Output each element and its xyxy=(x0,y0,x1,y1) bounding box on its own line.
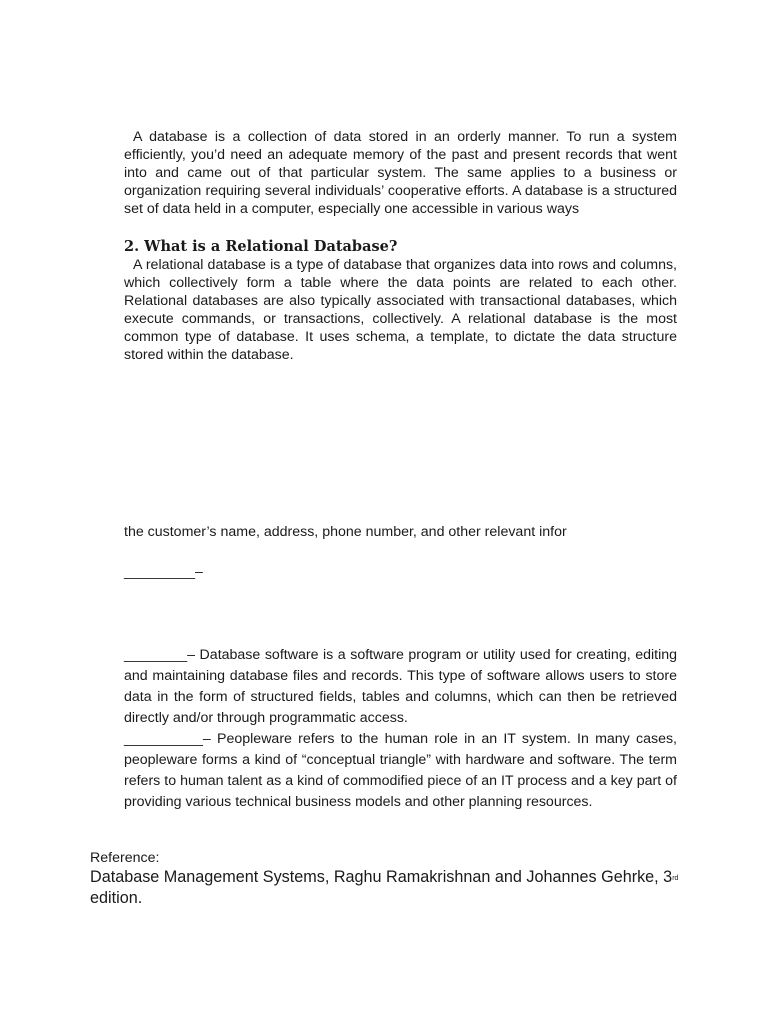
customer-info-fragment: the customer’s name, address, phone number, and other relevant infor xyxy=(124,524,567,540)
section-heading: 2. What is a Relational Database? xyxy=(124,238,398,255)
peopleware-paragraph: __________– Peopleware refers to the human role in an IT system. In many cases, peopleware forms a kind of “conceptual triangle” with hardware and software. The term refers to human talent as a kind of commodified piece of an IT process and a key part of providing various technical business models and other planning resources. xyxy=(124,731,677,810)
reference-label: Reference: xyxy=(90,850,160,866)
reference-citation-text: Database Management Systems, Raghu Ramakrishnan and Johannes Gehrke, 3 xyxy=(90,868,673,886)
reference-citation xyxy=(90,867,690,909)
blank-fill-item: _________– xyxy=(124,564,203,580)
edition-suffix: edition. xyxy=(90,889,143,907)
database-software-paragraph: ________– Database software is a software program or utility used for creating, editing and maintaining database files and records. This type of software allows users to store data in the form of structured fields, tables and columns, which can then be retrieved directly and/or through programmatic access. xyxy=(124,647,677,726)
edition-superscript: rd xyxy=(672,875,679,882)
relational-database-paragraph: A relational database is a type of database that organizes data into rows and columns, which collectively form a table where the data points are related to each other. Relational databases are also typically associated with transactional databases, which execute commands, or transactions, collectively. A relational database is the most common type of database. It uses schema, a template, to dictate the data structure stored within the database. xyxy=(124,257,677,363)
intro-paragraph: A database is a collection of data stored in an orderly manner. To run a system efficiently, you’d need an adequate memory of the past and present records that went into and came out of that particular system. The same applies to a business or organization requiring several individuals’ cooperative efforts. A database is a structured set of data held in a computer, especially one accessible in various ways xyxy=(124,129,677,217)
